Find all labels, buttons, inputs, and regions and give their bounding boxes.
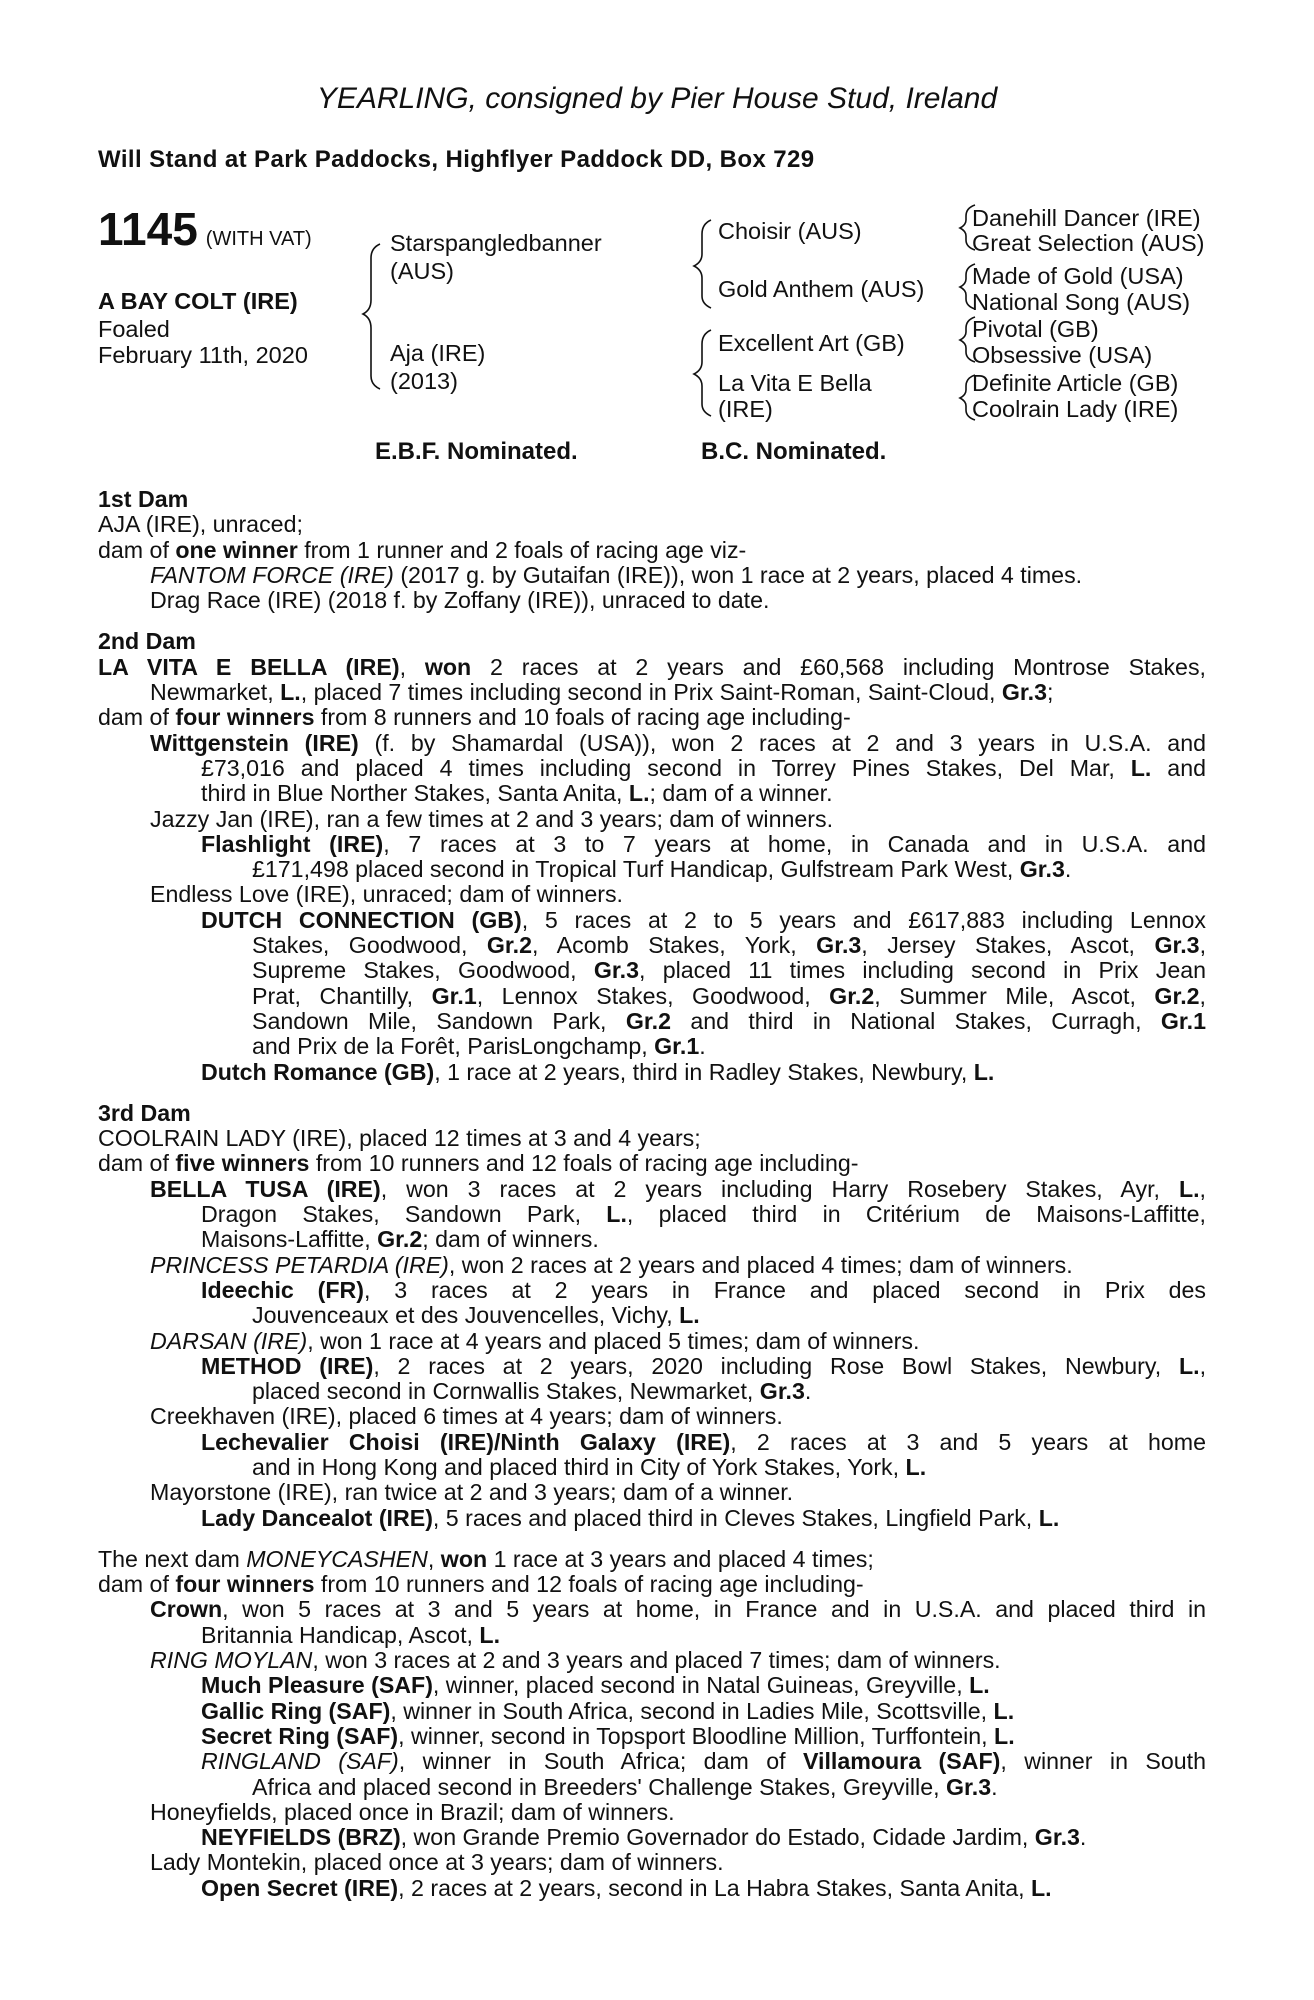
text-line [98,933,1206,958]
text-run: . [699,1033,706,1060]
text-line [98,1126,1206,1151]
text-run: Maisons-Laffitte, [201,1226,378,1253]
bold-text: five winners [175,1150,310,1177]
text-line [98,1572,1206,1597]
text-run: Prat, Chantilly, [252,982,432,1009]
italic-text: MONEYCASHEN [246,1545,428,1572]
bold-text: Gr.2 [486,932,533,959]
bold-text: Gr.2 [377,1226,423,1253]
text-line [98,1876,1206,1901]
catalogue-body [98,487,1206,1901]
bold-text: won [424,653,472,680]
text-run: Britannia Handicap, Ascot, [201,1621,480,1648]
bold-text: one winner [175,536,298,563]
text-run: ; dam of winners. [422,1226,599,1253]
text-run: , winner, placed second in Natal Guineas, Greyville, [432,1672,970,1699]
text-run: third in Blue Norther Stakes, Santa Anita, [201,780,629,807]
text-line [98,1825,1206,1850]
text-run: . [804,1378,812,1405]
text-line [98,705,1206,730]
text-run: Lady Montekin, placed once at 3 years; dam of winners. [150,1849,724,1876]
text-run: . [1064,856,1072,883]
text-line [98,882,1206,907]
text-line [98,1034,1206,1059]
bold-text: L. [479,1621,501,1648]
bold-text: Gr.3 [593,957,639,984]
dam-sire: Excellent Art (GB) [718,330,905,356]
text-run: dam of [98,704,176,731]
text-run: and [1151,754,1206,781]
text-line [98,1177,1206,1202]
text-run: , [427,1545,441,1572]
text-run: , won 3 races at 2 and 3 years and placed 7 times; dam of winners. [312,1647,1001,1674]
bold-text: NEYFIELDS (BRZ) [201,1824,401,1851]
bold-text: Lechevalier Choisi (IRE)/Ninth Galaxy (IRE) [201,1428,731,1455]
italic-text: PRINCESS PETARDIA (IRE) [150,1251,449,1278]
text-run: ; [1047,679,1054,706]
text-run: Creekhaven (IRE), placed 6 times at 4 years; dam of winners. [150,1403,783,1430]
bc-nomination: B.C. Nominated. [701,438,887,465]
text-run: (2017 g. by Gutaifan (IRE)), won 1 race at 2 years, placed 4 times. [393,561,1083,588]
bold-text: Gr.2 [625,1007,671,1034]
bold-text: Gr.1 [431,982,477,1009]
bold-text: Gr.3 [1154,932,1200,959]
text-line [98,1101,1206,1126]
text-line [98,1060,1206,1085]
bold-text: Ideechic (FR) [201,1276,364,1303]
text-line [98,629,1206,654]
text-run: . [991,1773,998,1800]
bold-text: Crown [150,1596,223,1623]
bold-text: L. [606,1201,627,1228]
text-run: Dragon Stakes, Sandown Park, [201,1201,607,1228]
text-run: , [1199,1352,1207,1379]
text-run: , 5 races at 2 to 5 years and £617,883 including Lennox [521,906,1207,933]
text-run: , winner, second in Topsport Bloodline Million, Turffontein, [398,1722,995,1749]
sire-name-line1: Starspangledbanner [390,230,602,256]
text-run: , won 1 race at 4 years and placed 5 times; dam of winners. [307,1327,920,1354]
text-run: 1 race at 3 years and placed 4 times; [487,1545,874,1572]
text-run: , [1199,1175,1206,1202]
text-line [98,1329,1206,1354]
section-gap [98,613,1206,629]
bold-text: BELLA TUSA (IRE) [150,1175,381,1202]
bold-text: Open Secret (IRE) [201,1874,399,1901]
text-run: , placed 7 times including second in Prix Saint-Roman, Saint-Cloud, [300,679,1002,706]
text-run: , Acomb Stakes, York, [532,932,817,959]
text-run: Mayorstone (IRE), ran twice at 2 and 3 years; dam of a winner. [150,1479,794,1506]
bold-text: L. [679,1302,700,1329]
bold-text: 2nd Dam [98,628,196,655]
text-line [98,588,1206,613]
bold-text: Gr.3 [1001,679,1048,706]
bold-text: METHOD (IRE) [201,1352,374,1379]
text-line [98,1749,1206,1774]
text-line [98,1673,1206,1698]
pedigree-brace-sire-dam [363,244,380,389]
text-line [98,832,1206,857]
consignment-heading: YEARLING, consigned by Pier House Stud, Ireland [316,82,998,115]
text-line [98,857,1206,882]
text-run: , Jersey Stakes, Ascot, [861,932,1155,959]
text-line [98,512,1206,537]
gen3-3: Made of Gold (USA) [972,263,1184,289]
foaled-label: Foaled [98,316,170,342]
lot-description: A BAY COLT (IRE) [98,288,298,314]
bold-text: L. [969,1672,990,1699]
bold-text: L. [993,1697,1015,1724]
sire-name-line2: (AUS) [390,258,454,284]
text-run: Jazzy Jan (IRE), ran a few times at 2 and 3 years; dam of winners. [150,805,834,832]
text-line [98,538,1206,563]
bold-text: L. [1178,1352,1200,1379]
text-run: Africa and placed second in Breeders' Challenge Stakes, Greyville, [252,1773,946,1800]
bold-text: Gr.1 [654,1033,700,1060]
bold-text: Wittgenstein (IRE) [150,729,359,756]
text-line [98,655,1206,680]
bold-text: L. [905,1453,927,1480]
text-run: , 2 races at 2 years, 2020 including Rose Bowl Stakes, Newbury, [373,1352,1179,1379]
bold-text: Gr.3 [945,1773,992,1800]
text-run: Honeyfields, placed once in Brazil; dam of winners. [150,1798,675,1825]
vat-note: (WITH VAT) [205,228,312,250]
bold-text: LA VITA E BELLA (IRE) [98,653,400,680]
bold-text: Dutch Romance (GB) [201,1058,435,1085]
text-run: , won 3 races at 2 years including Harry Rosebery Stakes, Ayr, [380,1175,1179,1202]
dam-dam-line1: La Vita E Bella [718,370,872,396]
text-line [98,680,1206,705]
bold-text: L. [628,780,650,807]
text-line [98,1850,1206,1875]
text-line [98,1404,1206,1429]
lot-number-value: 1145 [98,203,198,255]
text-run: placed second in Cornwallis Stakes, Newmarket, [252,1378,760,1405]
gen3-6: Obsessive (USA) [972,342,1153,368]
bold-text: Gr.3 [1019,856,1065,883]
text-line [98,1699,1206,1724]
text-run: , 3 races at 2 years in France and placed second in Prix des [363,1276,1207,1303]
text-run: (f. by Shamardal (USA)), won 2 races at 2 and 3 years in U.S.A. and [358,729,1206,756]
text-line [98,1354,1206,1379]
text-run: , [1199,982,1206,1009]
gen3-8: Coolrain Lady (IRE) [972,396,1179,422]
bold-text: won [440,1545,488,1572]
bold-text: Gr.1 [1160,1007,1206,1034]
bold-text: Gr.2 [1154,982,1200,1009]
ebf-nomination: E.B.F. Nominated. [375,438,578,465]
text-line [98,1303,1206,1328]
text-line [98,1648,1206,1673]
bold-text: Gr.3 [759,1378,805,1405]
text-run: AJA (IRE), unraced; [98,511,303,538]
text-line [98,908,1206,933]
text-run: , 2 races at 3 and 5 years at home [730,1428,1206,1455]
text-run: Endless Love (IRE), unraced; dam of winners. [150,881,623,908]
text-line [98,984,1206,1009]
text-run: COOLRAIN LADY (IRE), placed 12 times at 3 and 4 years; [98,1125,701,1152]
text-run: dam of [98,536,176,563]
text-run: dam of [98,1571,176,1598]
italic-text: FANTOM FORCE (IRE) [150,561,394,588]
italic-text: RING MOYLAN [150,1647,313,1674]
text-run: and third in National Stakes, Curragh, [670,1007,1161,1034]
text-run: , placed 11 times including second in Prix Jean [638,957,1207,984]
text-run: Newmarket, [150,679,281,706]
text-line [98,1227,1206,1252]
text-run: , Lennox Stakes, Goodwood, [476,982,830,1009]
text-line [98,1278,1206,1303]
bold-text: L. [994,1722,1015,1749]
foaled-date: February 11th, 2020 [98,342,308,368]
text-run: , 2 races at 2 years, second in La Habra Stakes, Santa Anita, [398,1874,1032,1901]
text-line [98,1547,1206,1572]
pedigree-brace-dam-parents [694,330,711,416]
bold-text: Secret Ring (SAF) [201,1722,399,1749]
text-run: , won Grande Premio Governador do Estado, Cidade Jardim, [400,1824,1035,1851]
dam-name-line2: (2013) [390,368,458,394]
bold-text: four winners [175,1571,315,1598]
text-line [98,1623,1206,1648]
dam-name-line1: Aja (IRE) [390,340,486,366]
text-run: Sandown Mile, Sandown Park, [252,1007,626,1034]
text-line [98,958,1206,983]
text-run: from 10 runners and 12 foals of racing age including- [314,1571,864,1598]
bold-text: L. [280,679,301,706]
gen3-1: Danehill Dancer (IRE) [972,205,1201,231]
italic-text: RINGLAND (SAF) [201,1748,399,1775]
bold-text: L. [973,1058,995,1085]
bold-text: Lady Dancealot (IRE) [201,1504,433,1531]
gen3-5: Pivotal (GB) [972,316,1099,342]
italic-text: DARSAN (IRE) [150,1327,308,1354]
text-run: Supreme Stakes, Goodwood, [252,957,594,984]
text-run: 2 races at 2 years and £60,568 including Montrose Stakes, [471,653,1206,680]
gen3-7: Definite Article (GB) [972,370,1179,396]
text-run: ; dam of a winner. [649,780,833,807]
text-line [98,1379,1206,1404]
bold-text: 1st Dam [98,486,189,512]
text-run: from 8 runners and 10 foals of racing age including- [314,704,851,731]
text-line [98,731,1206,756]
bold-text: four winners [175,704,315,731]
bold-text: Gr.2 [829,982,875,1009]
bold-text: Gr.3 [1034,1824,1080,1851]
bold-text: L. [1130,754,1152,781]
stand-location: Will Stand at Park Paddocks, Highflyer Paddock DD, Box 729 [98,146,815,173]
text-run: , 7 races at 3 to 7 years at home, in Canada and in U.S.A. and [383,830,1206,857]
text-run: from 10 runners and 12 foals of racing age including- [309,1150,859,1177]
text-line [98,1009,1206,1034]
bold-text: Much Pleasure (SAF) [201,1672,433,1699]
text-run: Jouvenceaux et des Jouvencelles, Vichy, [252,1302,680,1329]
bold-text: DUTCH CONNECTION (GB) [201,906,522,933]
text-run: , winner in South Africa; dam of [398,1748,803,1775]
text-run: dam of [98,1150,176,1177]
bold-text: Gr.3 [816,932,862,959]
text-line [98,807,1206,832]
text-line [98,1253,1206,1278]
text-line [98,1480,1206,1505]
text-line [98,487,1206,512]
section-gap [98,1085,1206,1101]
text-line [98,1430,1206,1455]
text-run: Drag Race (IRE) (2018 f. by Zoffany (IRE)), unraced to date. [150,587,770,614]
dam-dam-line2: (IRE) [718,396,773,422]
bold-text: L. [1031,1874,1052,1901]
text-run: £171,498 placed second in Tropical Turf Handicap, Gulfstream Park West, [252,856,1020,883]
text-run: , [1199,932,1207,959]
text-line [98,781,1206,806]
bold-text: Gallic Ring (SAF) [201,1697,391,1724]
text-run: and Prix de la Forêt, ParisLongchamp, [252,1033,655,1060]
bold-text: L. [1038,1504,1060,1531]
text-line [98,1724,1206,1749]
text-line [98,1202,1206,1227]
text-run: , placed third in Critérium de Maisons-Laffitte, [626,1201,1206,1228]
text-run: , 5 races and placed third in Cleves Stakes, Lingfield Park, [432,1504,1039,1531]
text-run: from 1 runner and 2 foals of racing age viz- [297,536,747,563]
text-run: , winner in South Africa, second in Ladies Mile, Scottsville, [390,1697,994,1724]
bold-text: 3rd Dam [98,1099,191,1126]
text-run: £73,016 and placed 4 times including second in Torrey Pines Stakes, Del Mar, [201,754,1131,781]
text-line [98,563,1206,588]
text-run: The next dam [98,1545,247,1572]
text-line [98,1455,1206,1480]
text-run: , [399,653,425,680]
bold-text: Villamoura (SAF) [802,1748,1001,1775]
text-line [98,1597,1206,1622]
text-line [98,1800,1206,1825]
gen3-4: National Song (AUS) [972,289,1191,315]
pedigree-brace-sire-parents [694,220,711,308]
text-run: , won 5 races at 3 and 5 years at home, in France and in U.S.A. and placed third in [222,1596,1206,1623]
bold-text: L. [1178,1175,1200,1202]
section-gap [98,1531,1206,1547]
text-line [98,756,1206,781]
text-line [98,1506,1206,1531]
bold-text: Flashlight (IRE) [201,830,384,857]
text-run: , Summer Mile, Ascot, [874,982,1155,1009]
sire-dam: Gold Anthem (AUS) [718,276,925,302]
text-run: Stakes, Goodwood, [252,932,487,959]
text-run: , 1 race at 2 years, third in Radley Stakes, Newbury, [434,1058,974,1085]
text-run: . [1079,1824,1087,1851]
text-line [98,1151,1206,1176]
text-run: , won 2 races at 2 years and placed 4 times; dam of winners. [448,1251,1073,1278]
text-run: and in Hong Kong and placed third in City of York Stakes, York, [252,1453,906,1480]
text-line [98,1775,1206,1800]
gen3-2: Great Selection (AUS) [972,230,1205,256]
text-run: , winner in South [1000,1748,1206,1775]
sire-sire: Choisir (AUS) [718,218,862,244]
